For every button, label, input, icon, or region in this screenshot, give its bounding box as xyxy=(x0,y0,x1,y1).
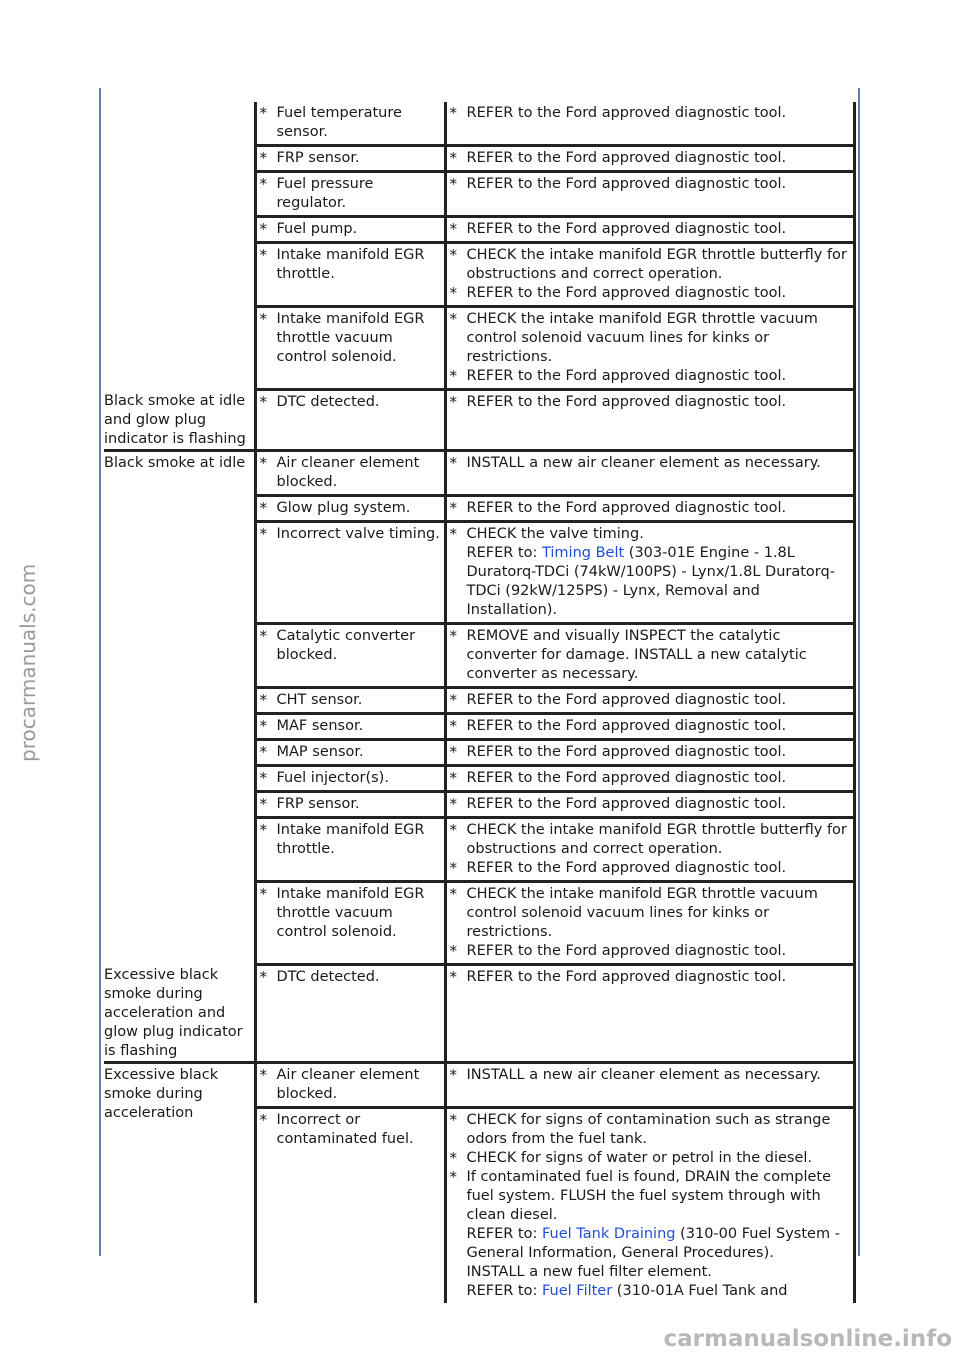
bullet-star-icon: * xyxy=(259,310,267,328)
bullet-star-icon: * xyxy=(449,690,457,709)
action-cell: * CHECK the intake manifold EGR throttle vacuum control solenoid vacuum lines for kinks or restrictions. * REFER to the Ford approved diagnostic tool. xyxy=(445,881,854,964)
bullet-star-icon: * xyxy=(449,104,457,122)
fuel-filter-link[interactable]: Fuel Filter xyxy=(541,1283,613,1299)
action-cell: * REFER to the Ford approved diagnostic tool. xyxy=(445,172,854,217)
action-cell: * REFER to the Ford approved diagnostic tool. xyxy=(445,217,854,243)
action-cell: * REFER to the Ford approved diagnostic tool. xyxy=(445,146,854,172)
action-cell: * CHECK the intake manifold EGR throttle vacuum control solenoid vacuum lines for kinks or restrictions. * REFER to the Ford approved diagnostic tool. xyxy=(445,307,854,390)
install-note: INSTALL a new fuel filter element. xyxy=(466,1264,712,1280)
bullet-star-icon: * xyxy=(259,524,267,543)
fuel-tank-draining-link[interactable]: Fuel Tank Draining xyxy=(541,1226,676,1242)
cause-cell: * DTC detected. xyxy=(255,390,445,451)
frame-left-rule xyxy=(99,88,101,1256)
bullet-star-icon: * xyxy=(449,716,457,735)
bullet-star-icon: * xyxy=(259,768,267,787)
cause-cell: * Incorrect valve timing. xyxy=(255,521,445,623)
action-cell: * REFER to the Ford approved diagnostic tool. xyxy=(445,713,854,739)
action-cell: * REFER to the Ford approved diagnostic tool. xyxy=(445,791,854,817)
action-cell: * REFER to the Ford approved diagnostic tool. xyxy=(445,765,854,791)
table-row xyxy=(104,1063,854,1108)
timing-belt-link[interactable]: Timing Belt xyxy=(541,544,625,561)
bullet-star-icon: * xyxy=(259,149,267,167)
cause-cell: * FRP sensor. xyxy=(255,791,445,817)
cause-cell: * Catalytic converter blocked. xyxy=(255,623,445,687)
action-cell: * REFER to the Ford approved diagnostic tool. xyxy=(445,687,854,713)
cause-cell: * Air cleaner element blocked. xyxy=(255,450,445,495)
condition-cell: Excessive black smoke during acceleration and glow plug indicator is flashing xyxy=(104,964,255,1063)
table-row xyxy=(104,102,854,146)
cause-cell: * Fuel pump. xyxy=(255,217,445,243)
cause-cell: * MAP sensor. xyxy=(255,739,445,765)
action-cell: * CHECK the valve timing. REFER to: Timing Belt (303-01E Engine - 1.8L Duratorq-TDCi (74kW/100PS) - Lynx/1.8L Duratorq-TDCi (92kW/125PS) - Lynx, Removal and Installation). xyxy=(445,521,854,623)
cause-cell: * DTC detected. xyxy=(255,964,445,1063)
bullet-star-icon: * xyxy=(259,967,267,986)
bullet-star-icon: * xyxy=(259,104,267,122)
action-cell: * REFER to the Ford approved diagnostic tool. xyxy=(445,390,854,451)
bullet-star-icon: * xyxy=(449,768,457,787)
bullet-star-icon: * xyxy=(259,1066,267,1084)
bottom-watermark: carmanualsonline.info xyxy=(663,1326,952,1352)
cause-cell: * Fuel injector(s). xyxy=(255,765,445,791)
cause-cell: * Intake manifold EGR throttle vacuum control solenoid. xyxy=(255,881,445,964)
condition-cell: Black smoke at idle xyxy=(104,450,255,964)
condition-cell xyxy=(104,102,255,390)
cause-cell: * Intake manifold EGR throttle vacuum control solenoid. xyxy=(255,307,445,390)
bullet-star-icon: * xyxy=(259,794,267,813)
cause-cell: * Glow plug system. xyxy=(255,495,445,521)
cause-cell: * Fuel temperature sensor. xyxy=(255,102,445,146)
refer-to-note: REFER to: Fuel Filter (310-01A Fuel Tank and xyxy=(466,1283,788,1299)
cause-cell: * Intake manifold EGR throttle. xyxy=(255,243,445,307)
bullet-star-icon: * xyxy=(449,175,457,193)
bullet-star-icon: * xyxy=(259,246,267,264)
action-cell: * CHECK the intake manifold EGR throttle butterfly for obstructions and correct operation. * REFER to the Ford approved diagnostic tool. xyxy=(445,243,854,307)
bullet-star-icon: * xyxy=(449,310,457,328)
cause-cell: * Air cleaner element blocked. xyxy=(255,1063,445,1108)
action-cell: * CHECK the intake manifold EGR throttle butterfly for obstructions and correct operation. * REFER to the Ford approved diagnostic tool. xyxy=(445,817,854,881)
bullet-star-icon: * xyxy=(449,367,457,385)
bullet-star-icon: * xyxy=(259,453,267,472)
condition-cell: Black smoke at idle and glow plug indicator is flashing xyxy=(104,390,255,451)
bullet-star-icon: * xyxy=(259,626,267,645)
refer-to-note: REFER to: Fuel Tank Draining (310-00 Fuel System - General Information, General Procedures). xyxy=(466,1226,840,1261)
action-cell: * CHECK for signs of contamination such as strange odors from the fuel tank. * CHECK for signs of water or petrol in the diesel. * If contaminated fuel is found, DRAIN the complete fuel system. FLUSH the fuel system through with clean diesel. REFER to: Fuel Tank Draining (310-00 Fuel System - General Information, General Procedures). INSTALL a new fuel filter element. REFER to: Fuel Filter (310-01A Fuel Tank and xyxy=(445,1108,854,1304)
diagnosis-table xyxy=(104,102,856,1303)
bullet-star-icon: * xyxy=(259,498,267,517)
bullet-star-icon: * xyxy=(449,941,457,960)
action-cell: * INSTALL a new air cleaner element as necessary. xyxy=(445,450,854,495)
bullet-star-icon: * xyxy=(449,453,457,472)
condition-cell: Excessive black smoke during acceleration xyxy=(104,1063,255,1304)
table-row xyxy=(104,390,854,451)
bullet-star-icon: * xyxy=(449,1149,457,1167)
bullet-star-icon: * xyxy=(449,626,457,645)
action-cell: * REMOVE and visually INSPECT the catalytic converter for damage. INSTALL a new catalytic converter as necessary. xyxy=(445,623,854,687)
bullet-star-icon: * xyxy=(259,220,267,238)
action-cell: * REFER to the Ford approved diagnostic tool. xyxy=(445,102,854,146)
bullet-star-icon: * xyxy=(449,794,457,813)
cause-cell: * MAF sensor. xyxy=(255,713,445,739)
action-cell: * REFER to the Ford approved diagnostic tool. xyxy=(445,964,854,1063)
action-cell: * REFER to the Ford approved diagnostic tool. xyxy=(445,739,854,765)
refer-to-note: REFER to: Timing Belt (303-01E Engine - 1.8L Duratorq-TDCi (74kW/100PS) - Lynx/1.8L Duratorq-TDCi (92kW/125PS) - Lynx, Removal and Installation). xyxy=(466,544,835,618)
bullet-star-icon: * xyxy=(449,498,457,517)
cause-cell: * FRP sensor. xyxy=(255,146,445,172)
bullet-star-icon: * xyxy=(449,220,457,238)
bullet-star-icon: * xyxy=(259,393,267,411)
bullet-star-icon: * xyxy=(449,742,457,761)
cause-cell: * CHT sensor. xyxy=(255,687,445,713)
cause-cell: * Intake manifold EGR throttle. xyxy=(255,817,445,881)
bullet-star-icon: * xyxy=(449,1168,457,1186)
bullet-star-icon: * xyxy=(259,820,267,839)
frame-right-rule xyxy=(858,88,860,1256)
action-cell: * INSTALL a new air cleaner element as necessary. xyxy=(445,1063,854,1108)
bullet-star-icon: * xyxy=(449,858,457,877)
bullet-star-icon: * xyxy=(449,820,457,839)
action-cell: * REFER to the Ford approved diagnostic tool. xyxy=(445,495,854,521)
side-watermark: procarmanuals.com xyxy=(16,563,40,762)
bullet-star-icon: * xyxy=(259,716,267,735)
bullet-star-icon: * xyxy=(259,884,267,903)
table-row xyxy=(104,450,854,495)
bullet-star-icon: * xyxy=(259,742,267,761)
bullet-star-icon: * xyxy=(449,1066,457,1084)
bullet-star-icon: * xyxy=(449,884,457,903)
table-row xyxy=(104,964,854,1063)
bullet-star-icon: * xyxy=(449,967,457,986)
bullet-star-icon: * xyxy=(449,246,457,264)
bullet-star-icon: * xyxy=(449,1111,457,1129)
bullet-star-icon: * xyxy=(449,284,457,302)
bullet-star-icon: * xyxy=(259,175,267,193)
bullet-star-icon: * xyxy=(259,1111,267,1129)
bullet-star-icon: * xyxy=(449,149,457,167)
cause-cell: * Incorrect or contaminated fuel. xyxy=(255,1108,445,1304)
bullet-star-icon: * xyxy=(259,690,267,709)
cause-cell: * Fuel pressure regulator. xyxy=(255,172,445,217)
bullet-star-icon: * xyxy=(449,393,457,411)
bullet-star-icon: * xyxy=(449,524,457,543)
